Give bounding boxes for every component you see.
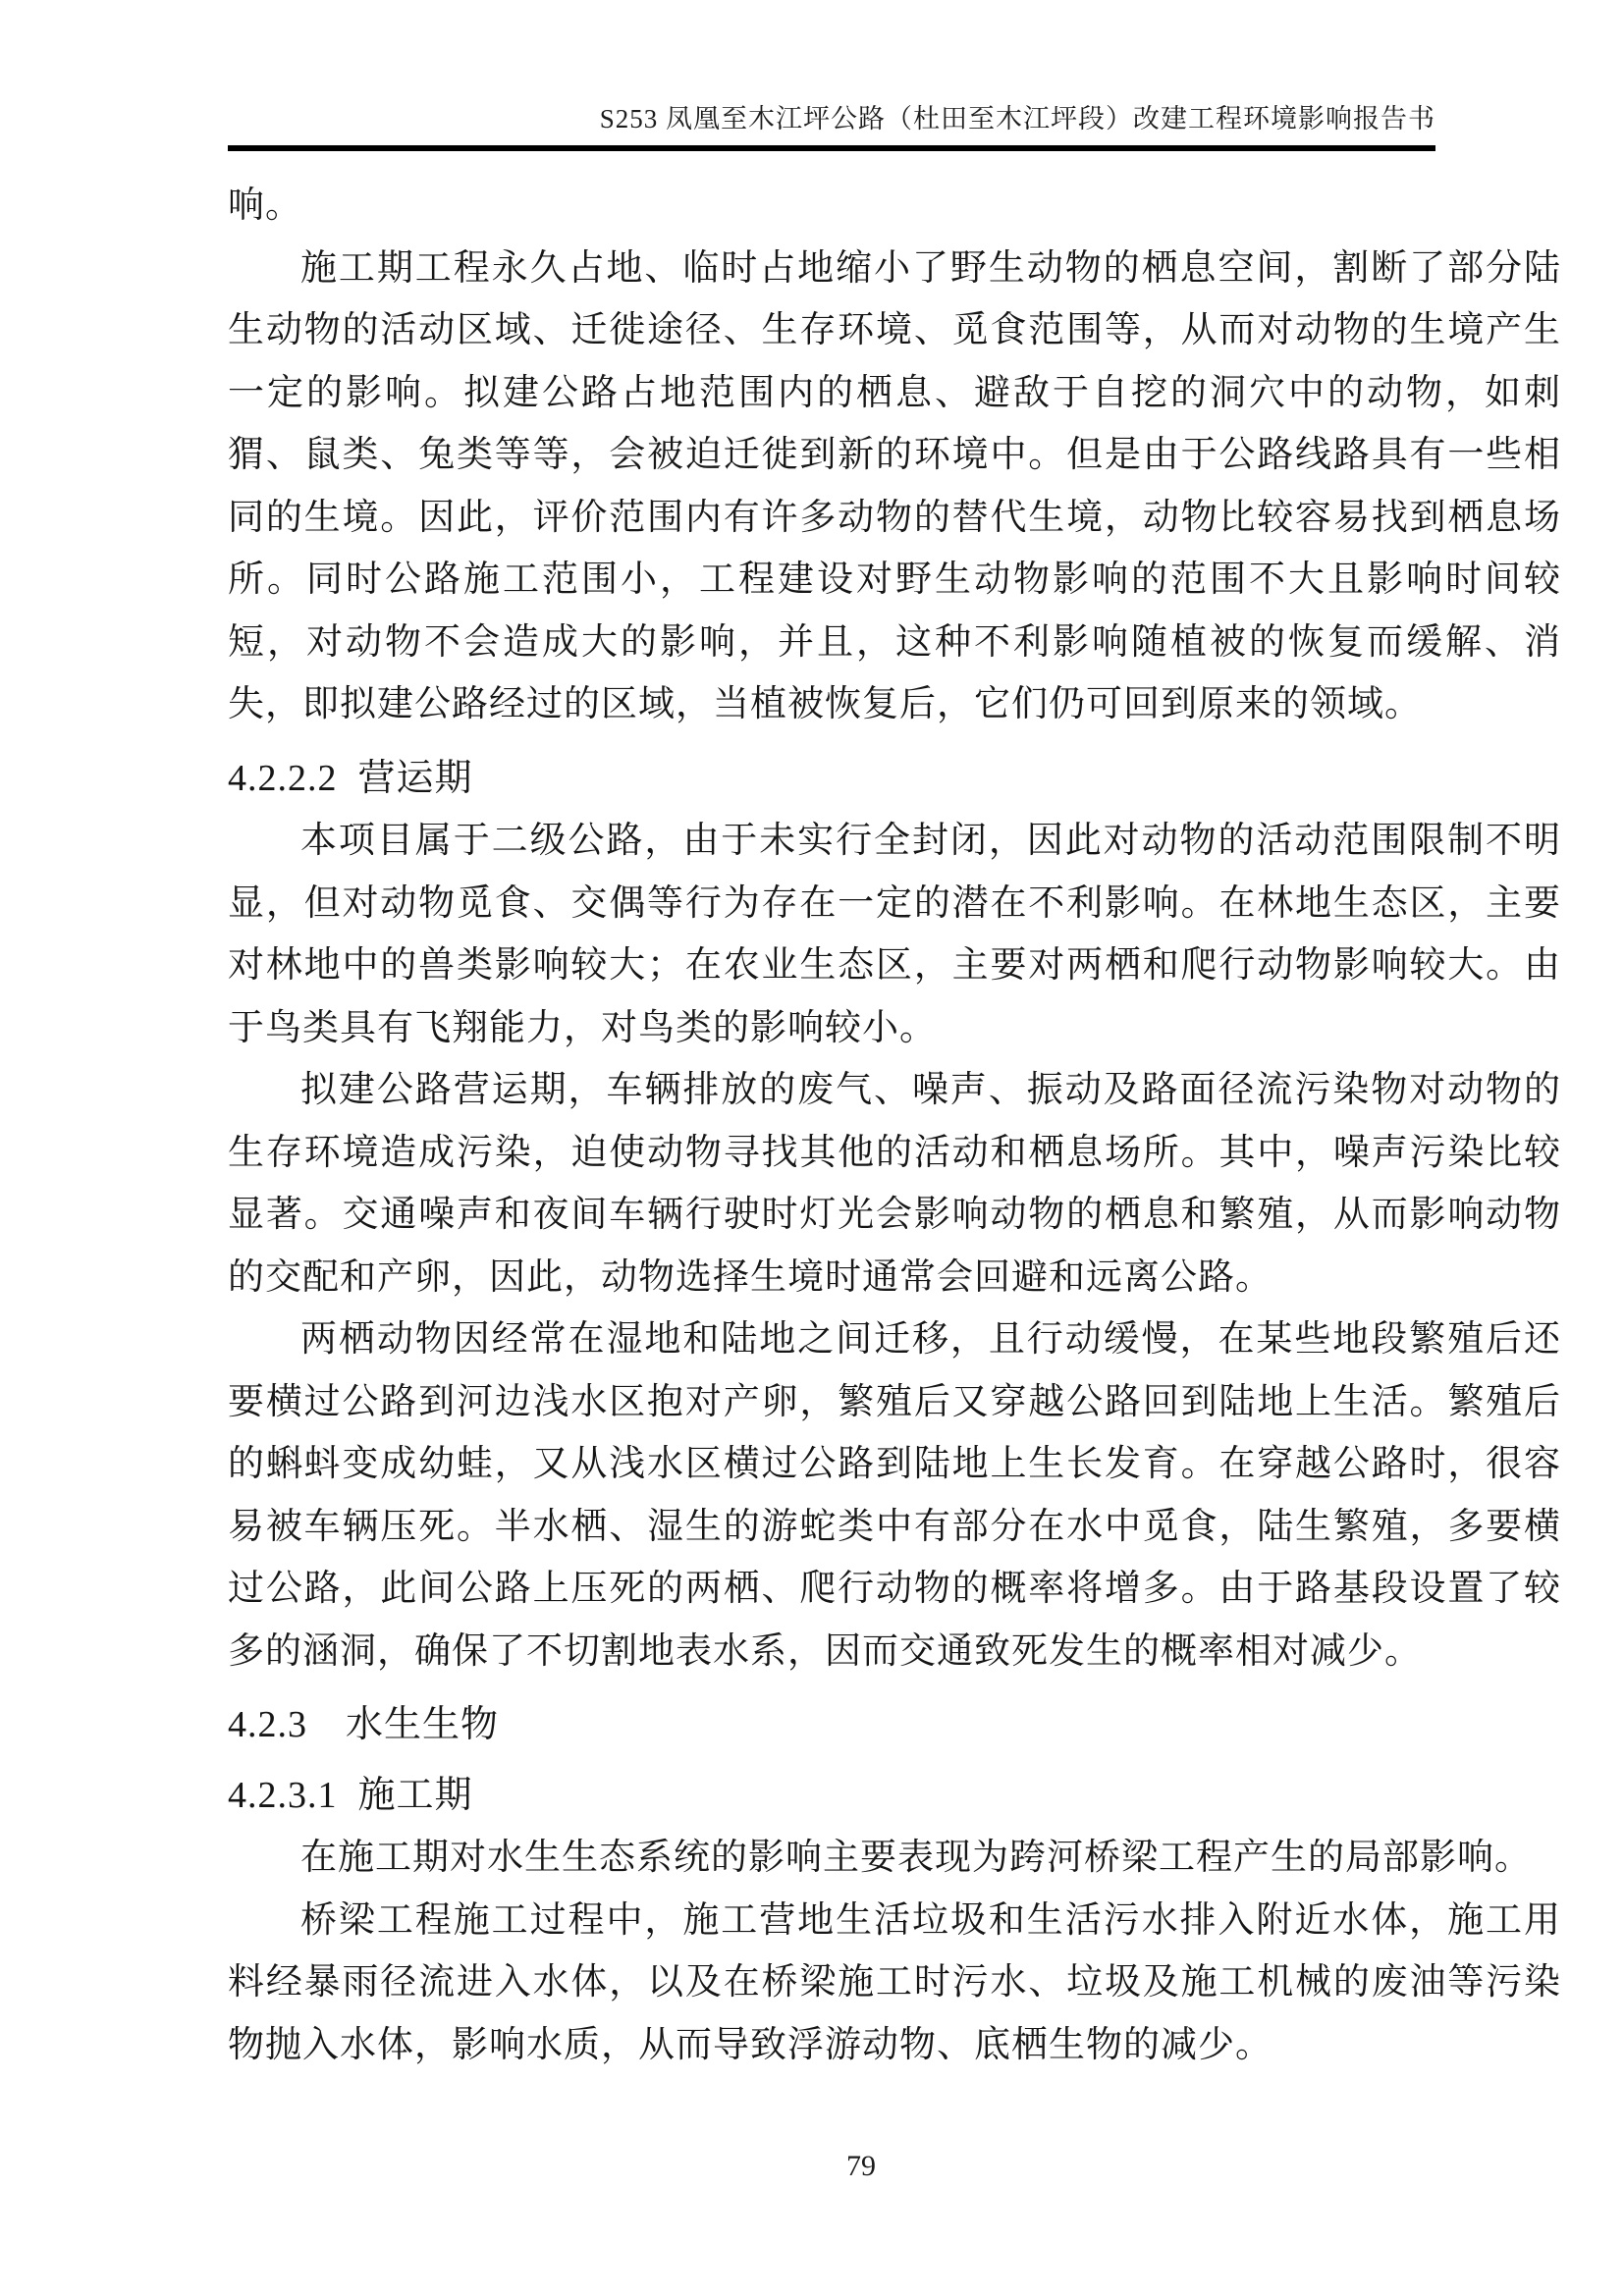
paragraph-operation-1: 本项目属于二级公路，由于未实行全封闭，因此对动物的活动范围限制不明显，但对动物觅食、交偶等行为存在一定的潜在不利影响。在林地生态区，主要对林地中的兽类影响较大；在农业生态区，主要对两栖和爬行动物影响较大。由于鸟类具有飞翔能力，对鸟类的影响较小。 <box>228 821 1561 1048</box>
paragraph-operation-3: 两栖动物因经常在湿地和陆地之间迁移，且行动缓慢，在某些地段繁殖后还要横过公路到河边浅水区抱对产卵，繁殖后又穿越公路回到陆地上生活。繁殖后的蝌蚪变成幼蛙，又从浅水区横过公路到陆地上生长发育。在穿越公路时，很容易被车辆压死。半水栖、湿生的游蛇类中有部分在水中觅食，陆生繁殖，多要横过公路，此间公路上压死的两栖、爬行动物的概率将增多。由于路基段设置了较多的涵洞，确保了不切割地表水系，因而交通致死发生的概率相对减少。 <box>228 1319 1561 1672</box>
page-footer <box>228 2150 1494 2183</box>
heading-aquatic-construction-period: 4.2.3.1 施工期 <box>228 1774 473 1816</box>
paragraph-aquatic-1: 在施工期对水生生态系统的影响主要表现为跨河桥梁工程产生的局部影响。 <box>300 1838 1532 1878</box>
header-title: S253 凤凰至木江坪公路（杜田至木江坪段）改建工程环境影响报告书 <box>599 104 1435 133</box>
document-body <box>228 175 1561 2076</box>
paragraph-operation-2: 拟建公路营运期，车辆排放的废气、噪声、振动及路面径流污染物对动物的生存环境造成污染，迫使动物寻找其他的活动和栖息场所。其中，噪声污染比较显著。交通噪声和夜间车辆行驶时灯光会影响动物的栖息和繁殖，从而影响动物的交配和产卵，因此，动物选择生境时通常会回避和远离公路。 <box>228 1070 1561 1298</box>
heading-aquatic-organisms: 4.2.3 水生生物 <box>228 1704 500 1745</box>
page-number: 79 <box>846 2150 876 2182</box>
paragraph-construction-impact: 施工期工程永久占地、临时占地缩小了野生动物的栖息空间，割断了部分陆生动物的活动区域、迁徙途径、生存环境、觅食范围等，从而对动物的生境产生一定的影响。拟建公路占地范围内的栖息、避敌于自挖的洞穴中的动物，如刺猬、鼠类、兔类等等，会被迫迁徙到新的环境中。但是由于公路线路具有一些相同的生境。因此，评价范围内有许多动物的替代生境，动物比较容易找到栖息场所。同时公路施工范围小，工程建设对野生动物影响的范围不大且影响时间较短，对动物不会造成大的影响，并且，这种不利影响随植被的恢复而缓解、消失，即拟建公路经过的区域，当植被恢复后，它们仍可回到原来的领域。 <box>228 247 1561 724</box>
page-header <box>228 98 1435 151</box>
heading-operation-period: 4.2.2.2 营运期 <box>228 757 473 799</box>
header-rule <box>228 145 1435 151</box>
paragraph-continuation: 响。 <box>228 186 302 226</box>
paragraph-aquatic-2: 桥梁工程施工过程中，施工营地生活垃圾和生活污水排入附近水体，施工用料经暴雨径流进入水体，以及在桥梁施工时污水、垃圾及施工机械的废油等污染物抛入水体，影响水质，从而导致浮游动物、底栖生物的减少。 <box>228 1899 1561 2065</box>
